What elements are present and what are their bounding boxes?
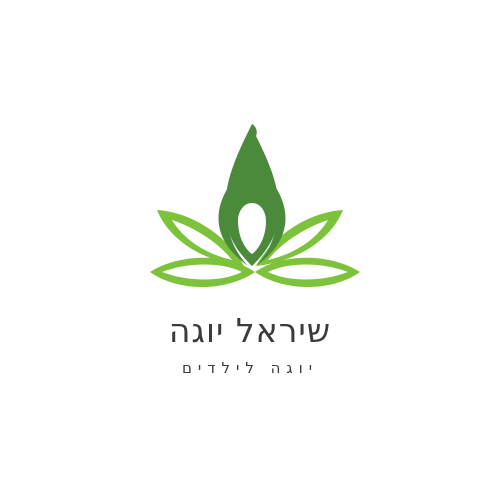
lotus-yoga-figure-icon xyxy=(150,120,360,310)
brand-name: שיראל יוגה xyxy=(168,311,332,350)
brand-tagline: יוגה לילדים xyxy=(181,359,319,377)
